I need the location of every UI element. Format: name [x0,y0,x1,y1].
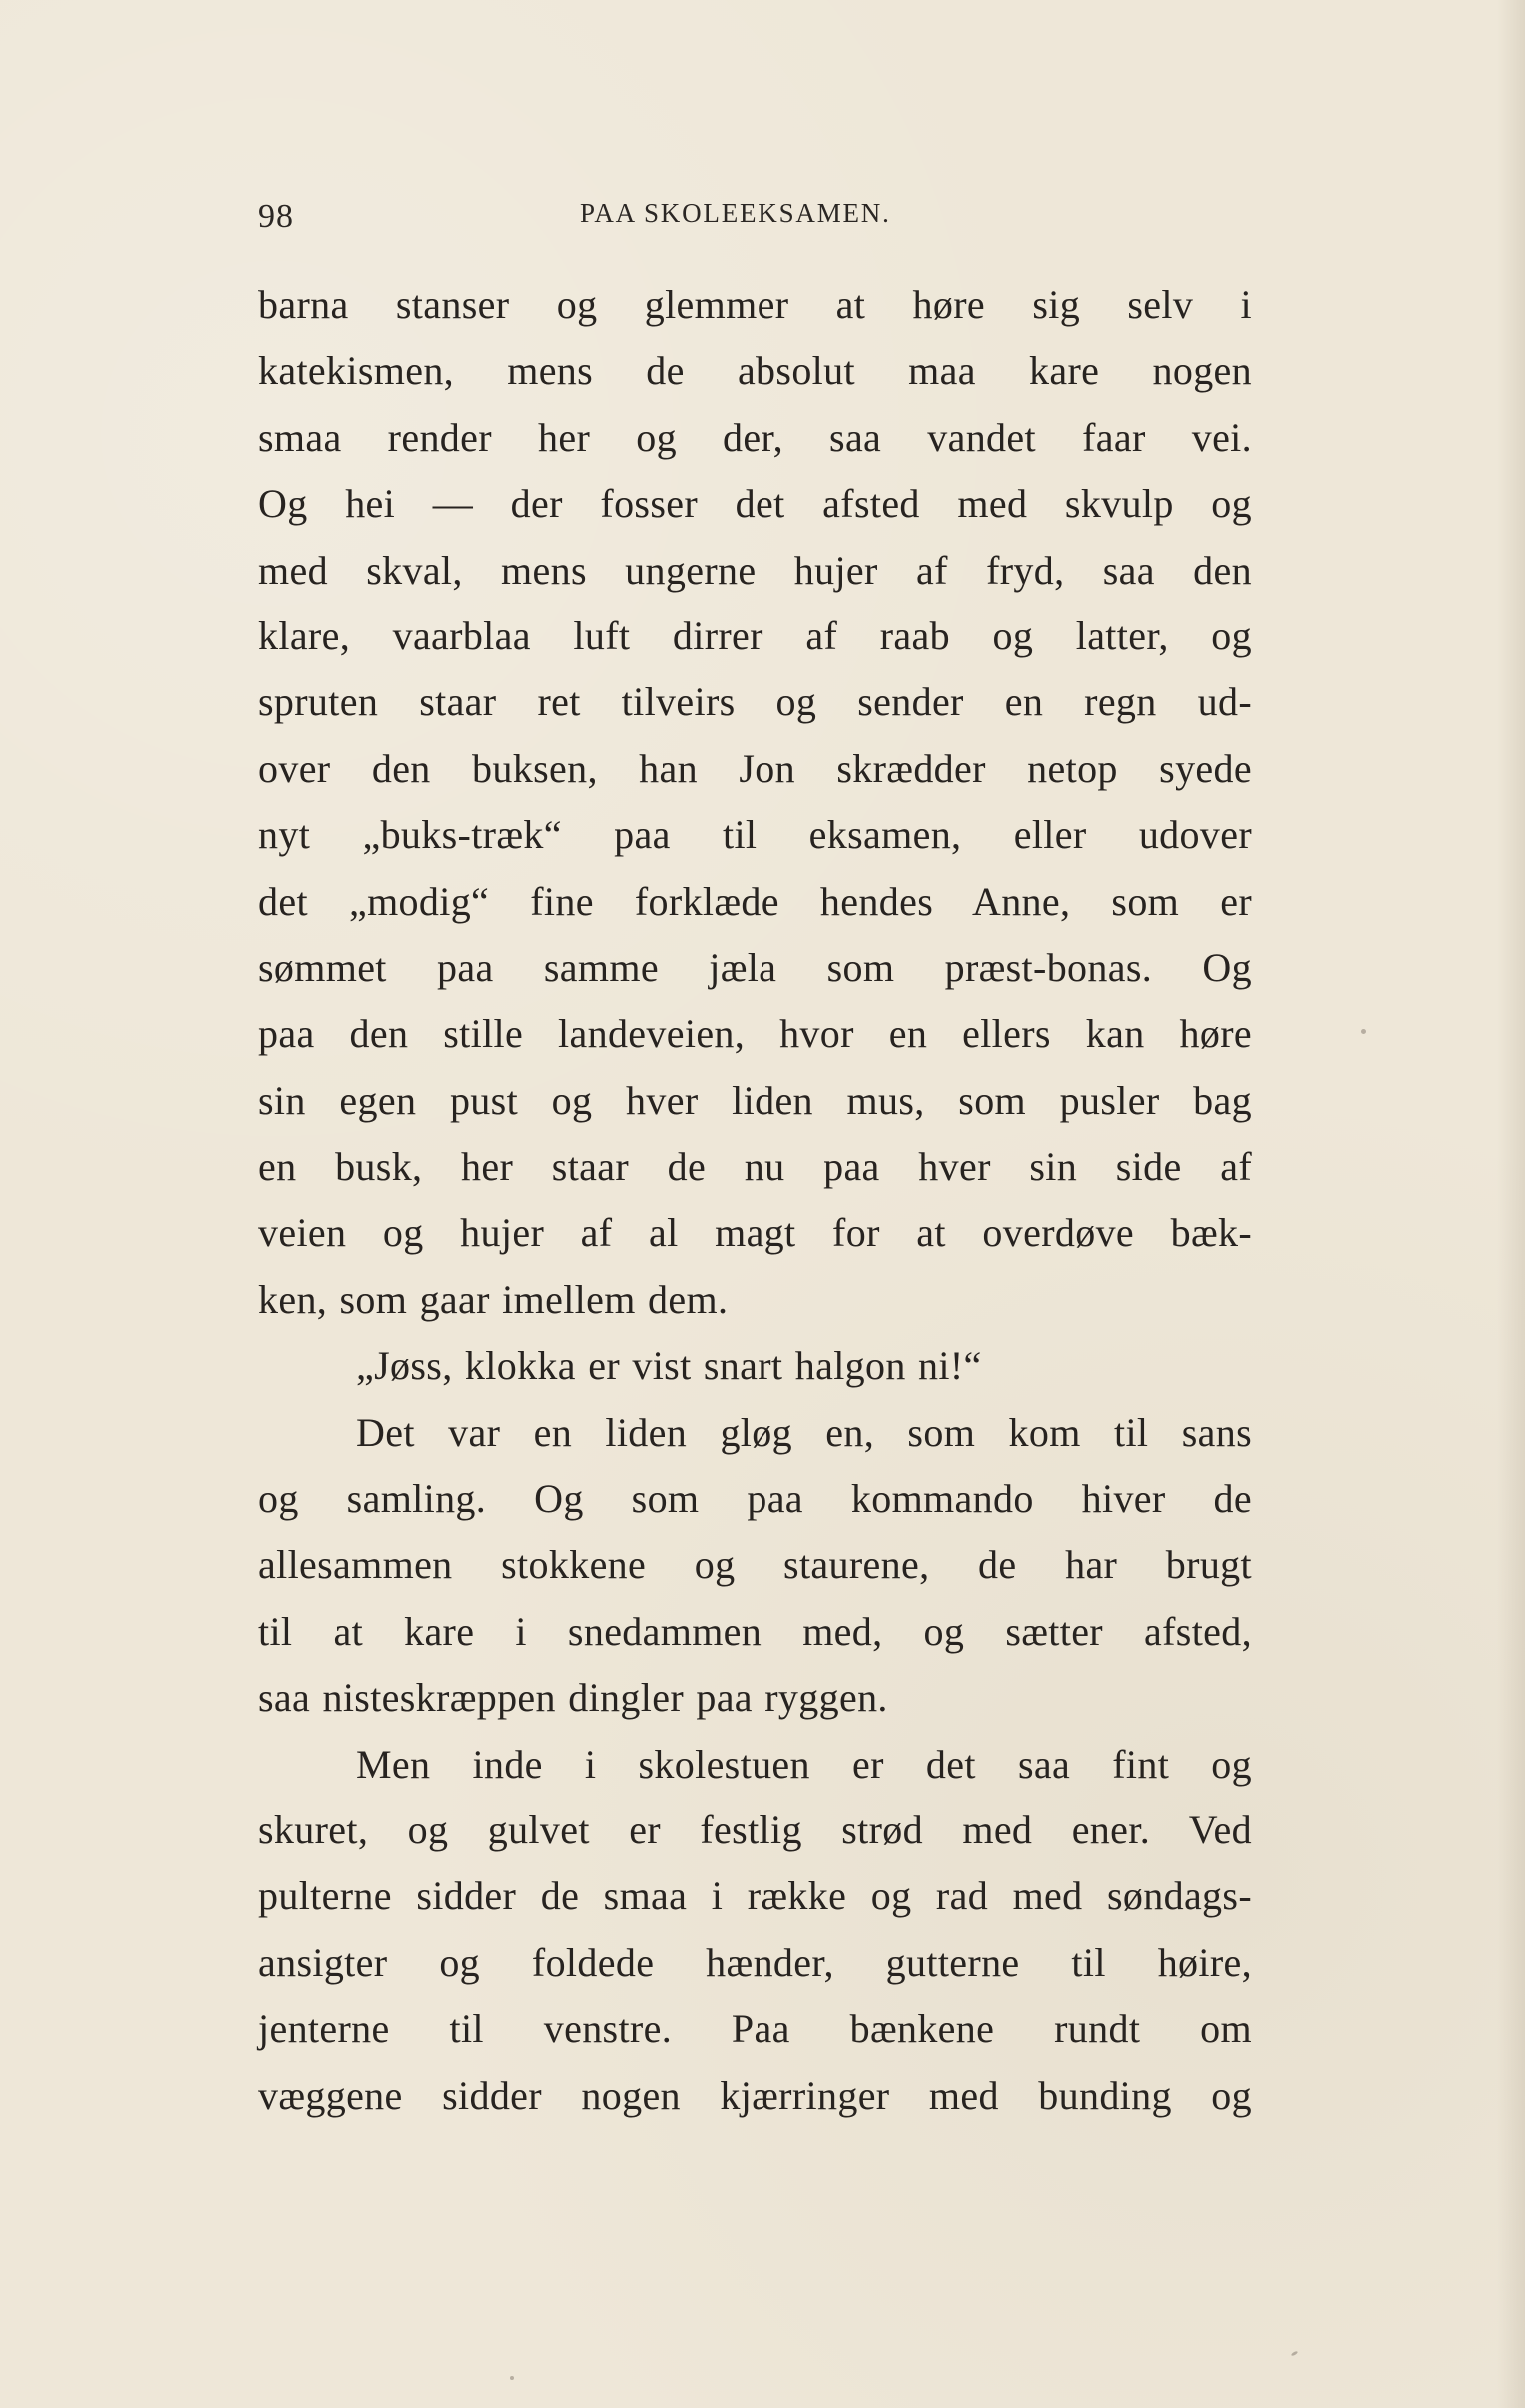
text-line-6: klare, vaarblaa luft dirrer af raab og latter, og [258,612,1252,658]
text-line-20: allesammen stokkene og staurene, de har brugt [258,1542,1252,1588]
paper-speck [1291,2350,1299,2356]
text-line-19: og samling. Og som paa kommando hiver de [258,1476,1252,1522]
paper-speck [510,2376,514,2380]
text-line-14: en busk, her staar de nu paa hver sin side af [258,1144,1252,1190]
body-text [258,272,1252,2129]
text-line-16: ken, som gaar imellem dem. [258,1276,729,1322]
text-line-7: spruten staar ret tilveirs og sender en regn ud- [258,679,1252,725]
text-line-10: det „modig“ fine forklæde hendes Anne, som er [258,878,1252,924]
page-edge-shadow [1497,0,1525,2408]
text-line-11: sømmet paa samme jæla som præst-bonas. Og [258,944,1252,990]
text-line-5: med skval, mens ungerne hujer af fryd, saa den [258,547,1252,593]
text-line-24: skuret, og gulvet er festlig strød med ener. Ved [258,1806,1252,1852]
text-line-2: katekismen, mens de absolut maa kare nogen [258,348,1252,394]
page-header [258,188,1252,238]
text-line-26: ansigter og foldede hænder, gutterne til høire, [258,1939,1252,1985]
text-line-21: til at kare i snedammen med, og sætter afsted, [258,1608,1252,1654]
text-line-1: barna stanser og glemmer at høre sig selv i [258,282,1252,327]
text-line-4: Og hei — der fosser det afsted med skvulp og [258,481,1252,527]
text-line-13: sin egen pust og hver liden mus, som pusler bag [258,1077,1252,1123]
text-line-8: over den buksen, han Jon skrædder netop syede [258,745,1252,791]
text-line-12: paa den stille landeveien, hvor en ellers kan høre [258,1011,1252,1057]
text-line-22: saa nisteskræppen dingler paa ryggen. [258,1675,888,1721]
text-line-25: pulterne sidder de smaa i række og rad med søndags- [258,1873,1252,1919]
text-line-9: nyt „buks-træk“ paa til eksamen, eller udover [258,812,1252,858]
text-line-18: Det var en liden gløg en, som kom til sans [356,1409,1252,1455]
paper-speck [1361,1029,1366,1034]
text-line-15: veien og hujer af al magt for at overdøve bæk- [258,1210,1252,1256]
text-line-23: Men inde i skolestuen er det saa fint og [356,1741,1252,1787]
running-title: PAA SKOLEEKSAMEN. [580,198,891,228]
text-line-27: jenterne til venstre. Paa bænkene rundt om [258,2006,1252,2052]
page-number: 98 [258,198,294,235]
text-line-28: væggene sidder nogen kjærringer med bunding og [258,2072,1252,2118]
text-line-17: „Jøss, klokka er vist snart halgon ni!“ [356,1343,982,1389]
text-line-3: smaa render her og der, saa vandet faar vei. [258,414,1252,460]
